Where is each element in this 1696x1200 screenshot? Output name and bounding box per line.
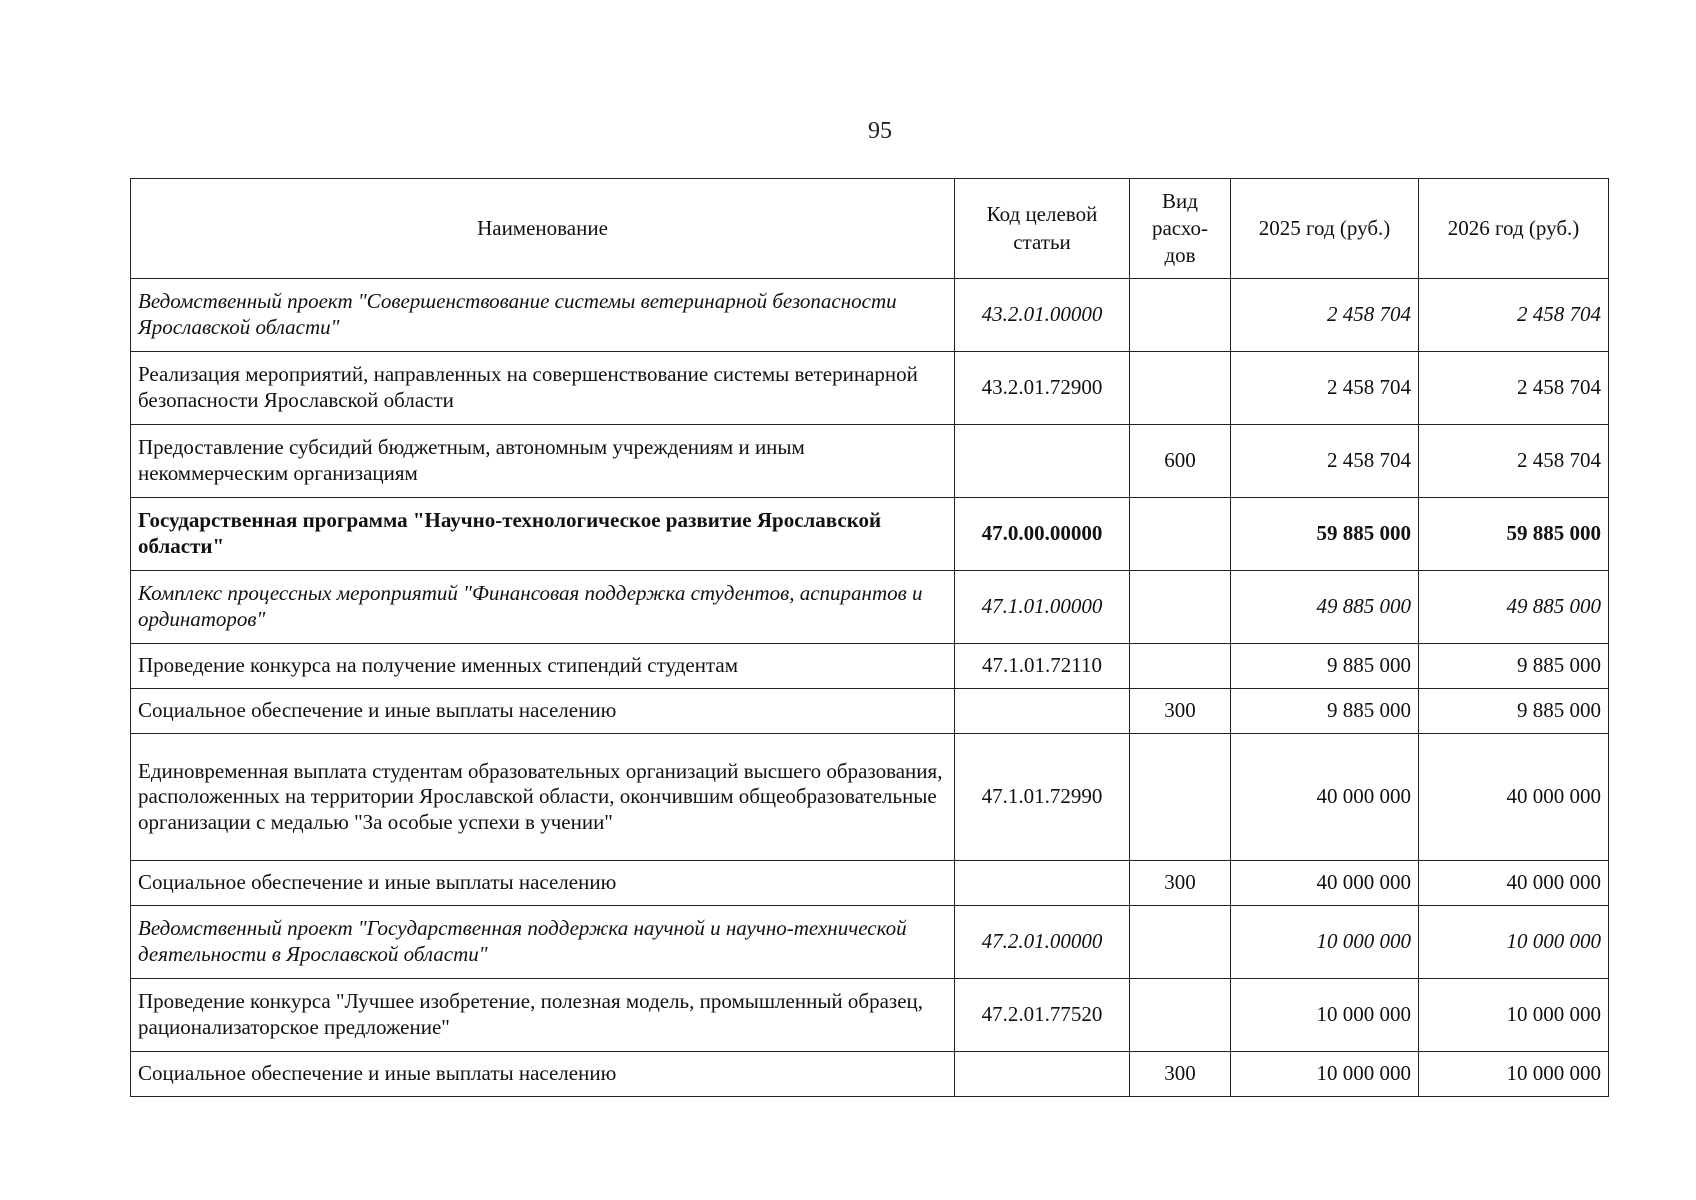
cell-2025: 40 000 000: [1231, 734, 1419, 861]
cell-2026: 10 000 000: [1419, 1052, 1609, 1097]
cell-type: [1130, 979, 1231, 1052]
cell-2025: 2 458 704: [1231, 279, 1419, 352]
cell-2025: 9 885 000: [1231, 689, 1419, 734]
cell-name: Проведение конкурса на получение именных стипендий студентам: [131, 644, 955, 689]
cell-type: 600: [1130, 425, 1231, 498]
cell-2026: 9 885 000: [1419, 689, 1609, 734]
header-code: Код целевой статьи: [955, 179, 1130, 279]
table-row: [131, 1052, 1609, 1097]
cell-2025: 10 000 000: [1231, 906, 1419, 979]
cell-code: [955, 689, 1130, 734]
cell-code: 47.1.01.72110: [955, 644, 1130, 689]
table-row: [131, 498, 1609, 571]
cell-code: 47.2.01.77520: [955, 979, 1130, 1052]
cell-2026: 10 000 000: [1419, 906, 1609, 979]
cell-code: [955, 861, 1130, 906]
table-row: [131, 689, 1609, 734]
cell-name: Государственная программа "Научно-технологическое развитие Ярославской области": [131, 498, 955, 571]
cell-2026: 10 000 000: [1419, 979, 1609, 1052]
cell-name: Проведение конкурса "Лучшее изобретение, полезная модель, промышленный образец, рационализаторское предложение": [131, 979, 955, 1052]
table-row: [131, 425, 1609, 498]
cell-name: Реализация мероприятий, направленных на совершенствование системы ветеринарной безопасности Ярославской области: [131, 352, 955, 425]
cell-name: Единовременная выплата студентам образовательных организаций высшего образования, расположенных на территории Ярославской области, окончившим общеобразовательные организации с медалью "За особые успехи в учении": [131, 734, 955, 861]
table-row: [131, 279, 1609, 352]
cell-2025: 40 000 000: [1231, 861, 1419, 906]
cell-type: [1130, 279, 1231, 352]
table-row: [131, 861, 1609, 906]
cell-2026: 59 885 000: [1419, 498, 1609, 571]
cell-code: 43.2.01.00000: [955, 279, 1130, 352]
header-name: Наименование: [131, 179, 955, 279]
cell-type: 300: [1130, 689, 1231, 734]
cell-type: [1130, 734, 1231, 861]
cell-2026: 9 885 000: [1419, 644, 1609, 689]
cell-name: Социальное обеспечение и иные выплаты населению: [131, 689, 955, 734]
header-2025: 2025 год (руб.): [1231, 179, 1419, 279]
header-2026: 2026 год (руб.): [1419, 179, 1609, 279]
cell-name: Ведомственный проект "Совершенствование системы ветеринарной безопасности Ярославской области": [131, 279, 955, 352]
cell-name: Ведомственный проект "Государственная поддержка научной и научно-технической деятельности в Ярославской области": [131, 906, 955, 979]
cell-name: Комплекс процессных мероприятий "Финансовая поддержка студентов, аспирантов и ординаторов": [131, 571, 955, 644]
cell-2026: 40 000 000: [1419, 861, 1609, 906]
cell-2025: 9 885 000: [1231, 644, 1419, 689]
cell-2025: 10 000 000: [1231, 1052, 1419, 1097]
cell-2025: 59 885 000: [1231, 498, 1419, 571]
cell-2025: 49 885 000: [1231, 571, 1419, 644]
cell-type: [1130, 571, 1231, 644]
table-row: [131, 979, 1609, 1052]
table-row: [131, 734, 1609, 861]
table-row: [131, 352, 1609, 425]
table-header-row: [131, 179, 1609, 279]
header-type: Вид расхо-дов: [1130, 179, 1231, 279]
table-row: [131, 571, 1609, 644]
cell-code: 47.2.01.00000: [955, 906, 1130, 979]
cell-type: [1130, 644, 1231, 689]
table-row: [131, 906, 1609, 979]
cell-type: [1130, 352, 1231, 425]
cell-2026: 40 000 000: [1419, 734, 1609, 861]
cell-type: 300: [1130, 1052, 1231, 1097]
cell-type: 300: [1130, 861, 1231, 906]
cell-2026: 2 458 704: [1419, 352, 1609, 425]
cell-type: [1130, 498, 1231, 571]
cell-code: 47.1.01.72990: [955, 734, 1130, 861]
cell-2025: 2 458 704: [1231, 425, 1419, 498]
cell-2026: 2 458 704: [1419, 279, 1609, 352]
cell-name: Социальное обеспечение и иные выплаты населению: [131, 1052, 955, 1097]
cell-code: 47.1.01.00000: [955, 571, 1130, 644]
cell-code: [955, 425, 1130, 498]
table-row: [131, 644, 1609, 689]
cell-code: 43.2.01.72900: [955, 352, 1130, 425]
cell-type: [1130, 906, 1231, 979]
cell-code: 47.0.00.00000: [955, 498, 1130, 571]
budget-table: [130, 178, 1609, 1097]
cell-2026: 49 885 000: [1419, 571, 1609, 644]
cell-2025: 10 000 000: [1231, 979, 1419, 1052]
page-number: 95: [868, 118, 892, 144]
cell-name: Предоставление субсидий бюджетным, автономным учреждениям и иным некоммерческим организациям: [131, 425, 955, 498]
cell-code: [955, 1052, 1130, 1097]
cell-2026: 2 458 704: [1419, 425, 1609, 498]
cell-name: Социальное обеспечение и иные выплаты населению: [131, 861, 955, 906]
cell-2025: 2 458 704: [1231, 352, 1419, 425]
